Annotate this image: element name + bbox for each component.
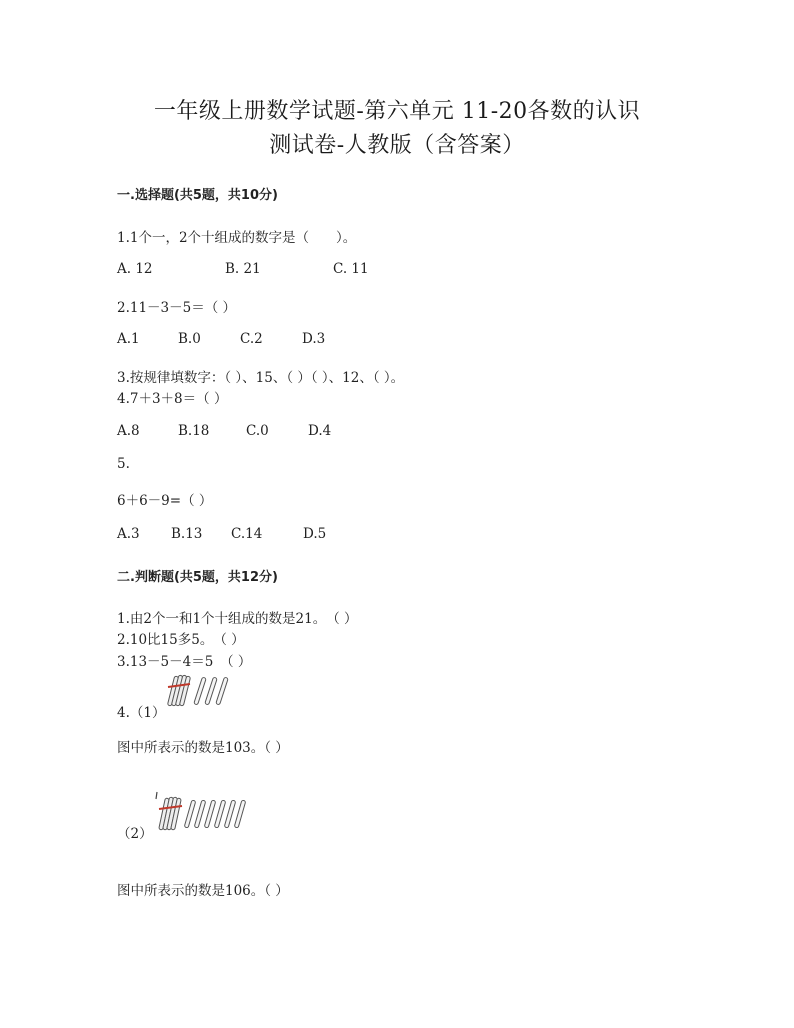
question-1-5: 6＋6－9=（ ） [117,493,213,509]
option-d: D.5 [303,526,327,542]
section-heading-choice: 一.选择题(共5题，共10分) [117,188,278,203]
option-b: B.18 [178,423,210,439]
question-2-3: 3.13－5－4＝5 （ ） [117,654,252,670]
option-a: A.1 [117,331,140,347]
stick-bundle-figure-1 [160,670,240,712]
option-a: A. 12 [117,261,153,277]
question-2-4-label-2: （2） [117,826,153,842]
question-2-1: 1.由2个一和1个十组成的数是21。 （ ） [117,611,358,627]
question-1-4-options [117,423,331,439]
question-1-2: 2.11－3－5＝（ ） [117,300,237,316]
option-b: B. 21 [225,261,261,277]
stick-bundle-figure-2 [150,790,250,836]
option-c: C.2 [240,331,263,347]
option-b: B.0 [178,331,201,347]
question-1-4: 4.7＋3＋8＝（ ） [117,391,228,407]
question-1-3: 3.按规律填数字：（ ）、15、（ ）（ ）、12、（ ）。 [117,370,405,386]
section-heading-judgment: 二.判断题(共5题，共12分) [117,570,278,585]
question-2-4-text-1: 图中所表示的数是103。（ ） [117,740,289,756]
single-sticks [194,677,228,705]
page-title-line1: 一年级上册数学试题-第六单元 11-20各数的认识 [153,99,641,124]
option-a: A.3 [117,526,140,542]
option-a: A.8 [117,423,140,439]
question-1-5-options [117,526,326,542]
question-1-1: 1.1个一，2个十组成的数字是（ ）。 [117,230,357,246]
question-2-4-text-2: 图中所表示的数是106。（ ） [117,883,289,899]
option-c: C.14 [231,526,263,542]
option-d: D.4 [308,423,332,439]
page-title-line2: 测试卷-人教版（含答案） [269,133,525,158]
question-1-1-options [117,261,369,277]
option-d: D.3 [302,331,326,347]
bundle-of-ten-sticks [156,792,182,830]
question-1-5-number: 5. [117,456,130,472]
question-2-2: 2.10比15多5。 （ ） [117,632,245,648]
single-sticks [184,800,246,828]
option-c: C. 11 [333,261,369,277]
bundle-of-ten-sticks [167,675,190,706]
option-b: B.13 [171,526,203,542]
question-2-4-label-1: 4.（1） [117,705,166,721]
option-c: C.0 [246,423,269,439]
question-1-2-options [117,331,325,347]
